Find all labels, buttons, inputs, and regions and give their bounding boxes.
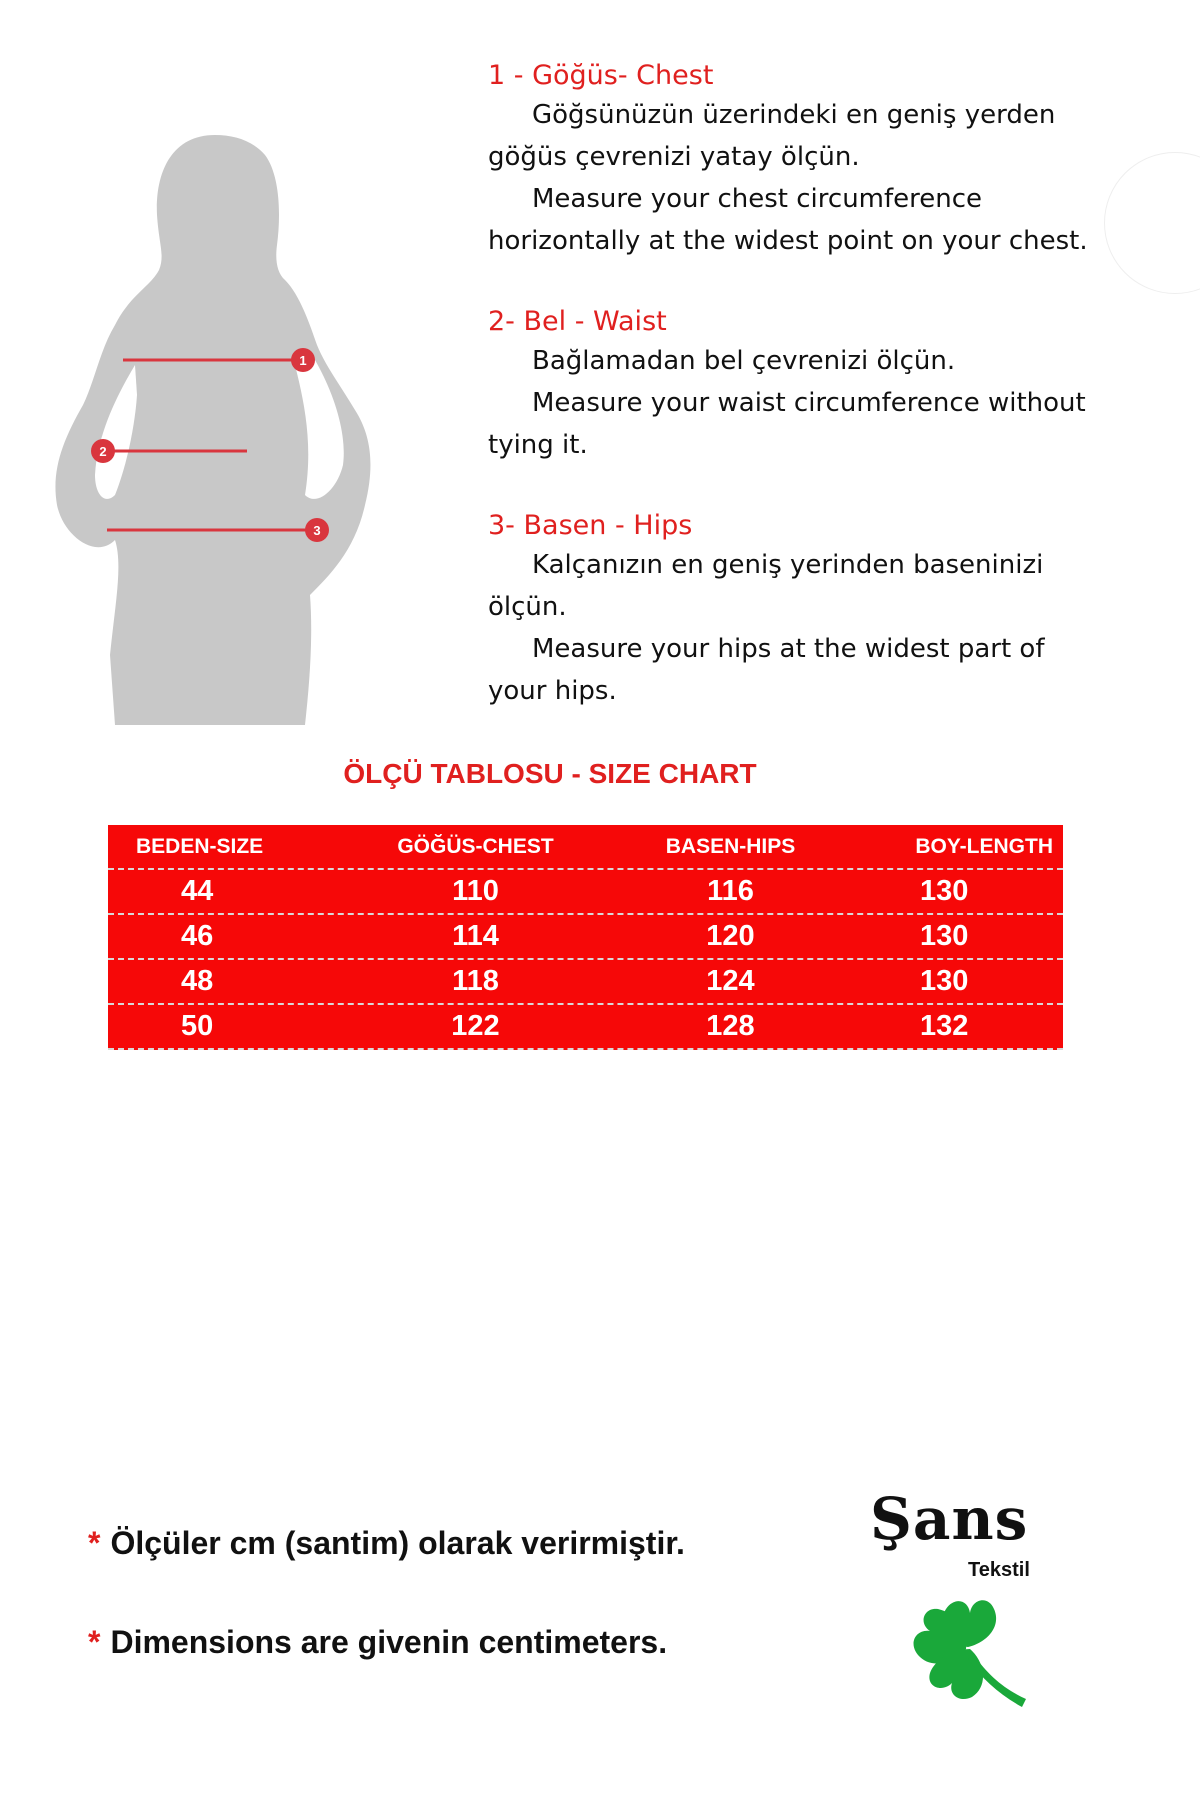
instruction-line: horizontally at the widest point on your chest. xyxy=(488,226,1088,256)
header-cell-chest: GÖĞÜS-CHEST xyxy=(397,834,554,858)
asterisk-icon: * xyxy=(88,1624,101,1660)
instruction-line: göğüs çevrenizi yatay ölçün. xyxy=(488,142,860,172)
table-cell: 110 xyxy=(452,875,499,907)
marker-2-label: 2 xyxy=(99,444,107,459)
table-cell: 122 xyxy=(451,1010,500,1042)
header-cell-size: BEDEN-SIZE xyxy=(136,834,264,858)
body-silhouette-figure xyxy=(55,135,455,725)
instruction-line: tying it. xyxy=(488,430,588,460)
table-cell: 120 xyxy=(706,920,755,952)
instruction-line: Göğsünüzün üzerindeki en geniş yerden xyxy=(532,100,1056,130)
table-row xyxy=(108,1005,1063,1050)
table-row xyxy=(108,915,1063,960)
note-text: Ölçüler cm (santim) olarak verirmiştir. xyxy=(110,1525,685,1561)
measurement-instructions xyxy=(488,58,1168,754)
table-cell: 130 xyxy=(920,875,969,907)
silhouette-svg xyxy=(55,135,455,725)
instruction-line: ölçün. xyxy=(488,592,567,622)
marker-1 xyxy=(291,348,315,372)
brand-subtitle: Tekstil xyxy=(968,1559,1030,1581)
table-header-row xyxy=(108,825,1063,870)
note-turkish xyxy=(88,1525,685,1562)
header-cell-hips: BASEN-HIPS xyxy=(665,834,796,858)
table-cell: 114 xyxy=(452,920,499,952)
note-text: Dimensions are givenin centimeters. xyxy=(110,1624,668,1660)
table-cell: 132 xyxy=(920,1010,969,1042)
marker-3-label: 3 xyxy=(313,523,321,538)
brand-logo xyxy=(870,1485,1050,1725)
table-cell: 130 xyxy=(920,920,969,952)
section-waist xyxy=(488,304,1168,466)
table-cell: 128 xyxy=(706,1010,755,1042)
table-row xyxy=(108,960,1063,1005)
table-cell: 46 xyxy=(181,920,214,952)
table-cell: 44 xyxy=(181,875,214,907)
table-cell: 130 xyxy=(920,965,969,997)
table-cell: 124 xyxy=(706,965,755,997)
section-chest xyxy=(488,58,1168,262)
note-english xyxy=(88,1624,667,1661)
instruction-line: Measure your waist circumference without xyxy=(532,388,1086,418)
instruction-line: Kalçanızın en geniş yerinden baseninizi xyxy=(532,550,1044,580)
marker-2 xyxy=(91,439,115,463)
brand-name: Şans xyxy=(870,1485,1029,1553)
marker-1-label: 1 xyxy=(299,353,307,368)
clover-icon xyxy=(908,1585,1038,1715)
table-cell: 116 xyxy=(707,875,754,907)
instruction-line: Measure your hips at the widest part of xyxy=(532,634,1045,664)
size-chart-table xyxy=(108,825,1063,1050)
marker-3 xyxy=(305,518,329,542)
table-row xyxy=(108,870,1063,915)
table-cell: 50 xyxy=(181,1010,214,1042)
section-title: 1 - Göğüs- Chest xyxy=(488,60,714,91)
header-cell-length: BOY-LENGTH xyxy=(915,834,1053,858)
table-cell: 48 xyxy=(181,965,214,997)
section-title: 3- Basen - Hips xyxy=(488,510,693,541)
instruction-line: your hips. xyxy=(488,676,617,706)
instruction-line: Bağlamadan bel çevrenizi ölçün. xyxy=(532,346,956,376)
asterisk-icon: * xyxy=(88,1525,101,1561)
section-hips xyxy=(488,508,1168,712)
size-chart-title: ÖLÇÜ TABLOSU - SIZE CHART xyxy=(343,758,757,789)
table-cell: 118 xyxy=(452,965,499,997)
instruction-line: Measure your chest circumference xyxy=(532,184,983,214)
section-title: 2- Bel - Waist xyxy=(488,306,667,337)
